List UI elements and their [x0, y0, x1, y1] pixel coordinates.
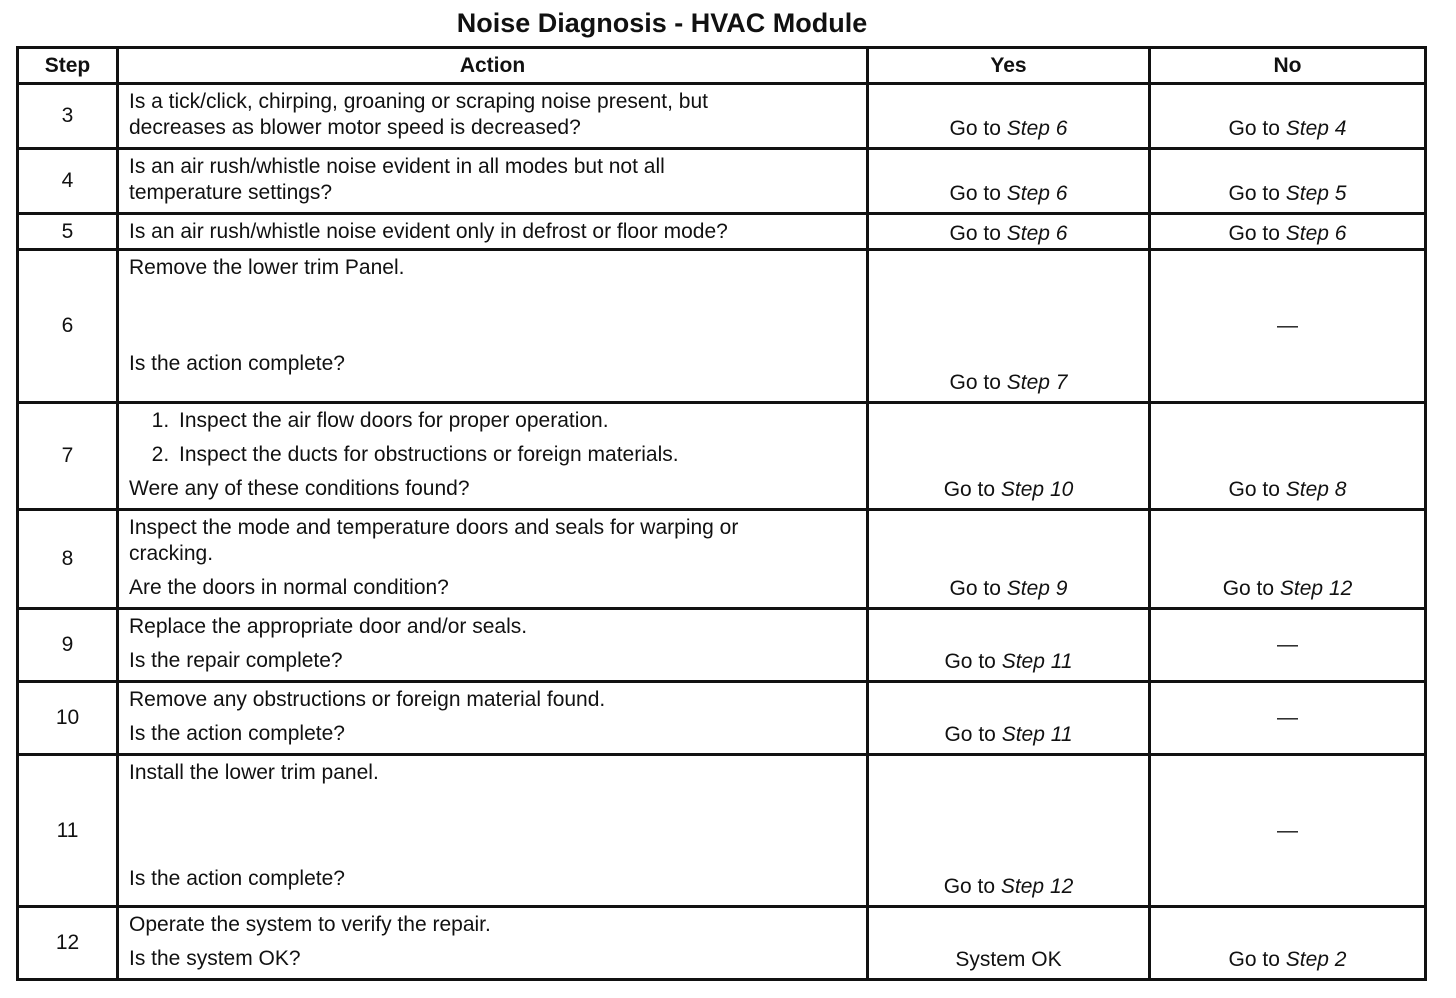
action-cell [118, 907, 868, 980]
step-number: 12 [18, 907, 118, 980]
step-number: 3 [18, 84, 118, 149]
yes-cell [868, 682, 1150, 755]
action-text: Install the lower trim panel. [129, 761, 379, 784]
action-text: decreases as blower motor speed is decreased? [129, 116, 581, 139]
yes-cell [868, 510, 1150, 609]
no-cell-empty: — [1150, 755, 1426, 907]
yes-target: Step 6 [1006, 222, 1068, 245]
go-to-label: Go to [1228, 182, 1280, 205]
action-cell [118, 755, 868, 907]
go-to-label: Go to [949, 117, 1001, 140]
action-text: cracking. [129, 542, 214, 565]
go-to-label: Go to [949, 182, 1001, 205]
no-cell-empty: — [1150, 250, 1426, 403]
yes-cell [868, 214, 1150, 250]
page-title: Noise Diagnosis - HVAC Module [456, 8, 868, 38]
step-number: 10 [18, 682, 118, 755]
action-text: temperature settings? [129, 181, 333, 204]
action-text: Remove the lower trim Panel. [129, 256, 405, 279]
action-cell [118, 84, 868, 149]
action-question: Are the doors in normal condition? [129, 576, 449, 599]
yes-target: Step 7 [1006, 371, 1068, 394]
header-yes: Yes [868, 48, 1150, 84]
no-cell [1150, 214, 1426, 250]
no-target: Step 12 [1279, 577, 1353, 600]
action-text: Is a tick/click, chirping, groaning or scraping noise present, but [129, 90, 708, 113]
action-text: Operate the system to verify the repair. [129, 913, 491, 936]
action-list [129, 408, 856, 468]
step-number: 6 [18, 250, 118, 403]
action-question: Is the action complete? [129, 867, 345, 890]
header-no: No [1150, 48, 1426, 84]
yes-target: Step 11 [1001, 650, 1073, 673]
yes-cell [868, 250, 1150, 403]
no-target: Step 2 [1285, 948, 1347, 971]
yes-cell [868, 149, 1150, 214]
step-number: 4 [18, 149, 118, 214]
list-item: 1. Inspect the air flow doors for proper operation. [175, 408, 856, 434]
no-cell [1150, 403, 1426, 510]
action-question: Were any of these conditions found? [129, 477, 470, 500]
yes-target: Step 6 [1006, 182, 1068, 205]
yes-target: Step 10 [1000, 478, 1074, 501]
no-cell [1150, 907, 1426, 980]
table-row [18, 250, 1426, 403]
action-text: Replace the appropriate door and/or seals. [129, 615, 528, 638]
step-number: 7 [18, 403, 118, 510]
action-cell [118, 250, 868, 403]
no-target: Step 6 [1285, 222, 1347, 245]
no-cell [1150, 84, 1426, 149]
table-row [18, 907, 1426, 980]
header-step: Step [18, 48, 118, 84]
no-target: Step 4 [1285, 117, 1347, 140]
action-question: Is the repair complete? [129, 649, 343, 672]
table-row [18, 755, 1426, 907]
header-row [18, 48, 1426, 84]
no-cell-empty: — [1150, 682, 1426, 755]
yes-cell [868, 403, 1150, 510]
go-to-label: Go to [949, 222, 1001, 245]
yes-cell: System OK [868, 907, 1150, 980]
table-row [18, 149, 1426, 214]
step-number: 9 [18, 609, 118, 682]
no-cell-empty: — [1150, 609, 1426, 682]
go-to-label: Go to [1222, 577, 1275, 600]
no-cell [1150, 149, 1426, 214]
go-to-label: Go to [943, 478, 996, 501]
table-row [18, 84, 1426, 149]
go-to-label: Go to [1228, 222, 1280, 245]
go-to-label: Go to [1228, 948, 1280, 971]
action-cell [118, 149, 868, 214]
go-to-label: Go to [1228, 117, 1280, 140]
no-target: Step 8 [1285, 478, 1347, 501]
header-action: Action [118, 48, 868, 84]
yes-cell [868, 609, 1150, 682]
step-number: 5 [18, 214, 118, 250]
yes-target: Step 11 [1001, 723, 1073, 746]
list-item: 2. Inspect the ducts for obstructions or foreign materials. [175, 442, 856, 468]
action-question: Is the system OK? [129, 947, 301, 970]
action-text: Inspect the mode and temperature doors and seals for warping or [129, 516, 739, 539]
no-cell [1150, 510, 1426, 609]
action-question: Is the action complete? [129, 722, 345, 745]
go-to-label: Go to [943, 875, 996, 898]
table-row [18, 214, 1426, 250]
go-to-label: Go to [949, 577, 1001, 600]
yes-cell [868, 755, 1150, 907]
step-number: 11 [18, 755, 118, 907]
action-cell [118, 609, 868, 682]
step-number: 8 [18, 510, 118, 609]
yes-target: Step 12 [1000, 875, 1074, 898]
table-row [18, 682, 1426, 755]
table-row [18, 609, 1426, 682]
go-to-label: Go to [949, 371, 1001, 394]
action-text: Remove any obstructions or foreign material found. [129, 688, 606, 711]
go-to-label: Go to [1228, 478, 1280, 501]
action-question: Is the action complete? [129, 352, 345, 375]
table-row [18, 510, 1426, 609]
action-cell [118, 682, 868, 755]
yes-target: Step 6 [1006, 117, 1068, 140]
diagnosis-table [16, 46, 1427, 981]
action-text: Is an air rush/whistle noise evident only in defrost or floor mode? [129, 220, 728, 243]
action-cell [118, 510, 868, 609]
yes-cell [868, 84, 1150, 149]
go-to-label: Go to [944, 650, 996, 673]
no-target: Step 5 [1285, 182, 1347, 205]
action-cell [118, 403, 868, 510]
action-text: Is an air rush/whistle noise evident in all modes but not all [129, 155, 665, 178]
action-cell [118, 214, 868, 250]
yes-target: Step 9 [1006, 577, 1068, 600]
go-to-label: Go to [944, 723, 996, 746]
table-row [18, 403, 1426, 510]
